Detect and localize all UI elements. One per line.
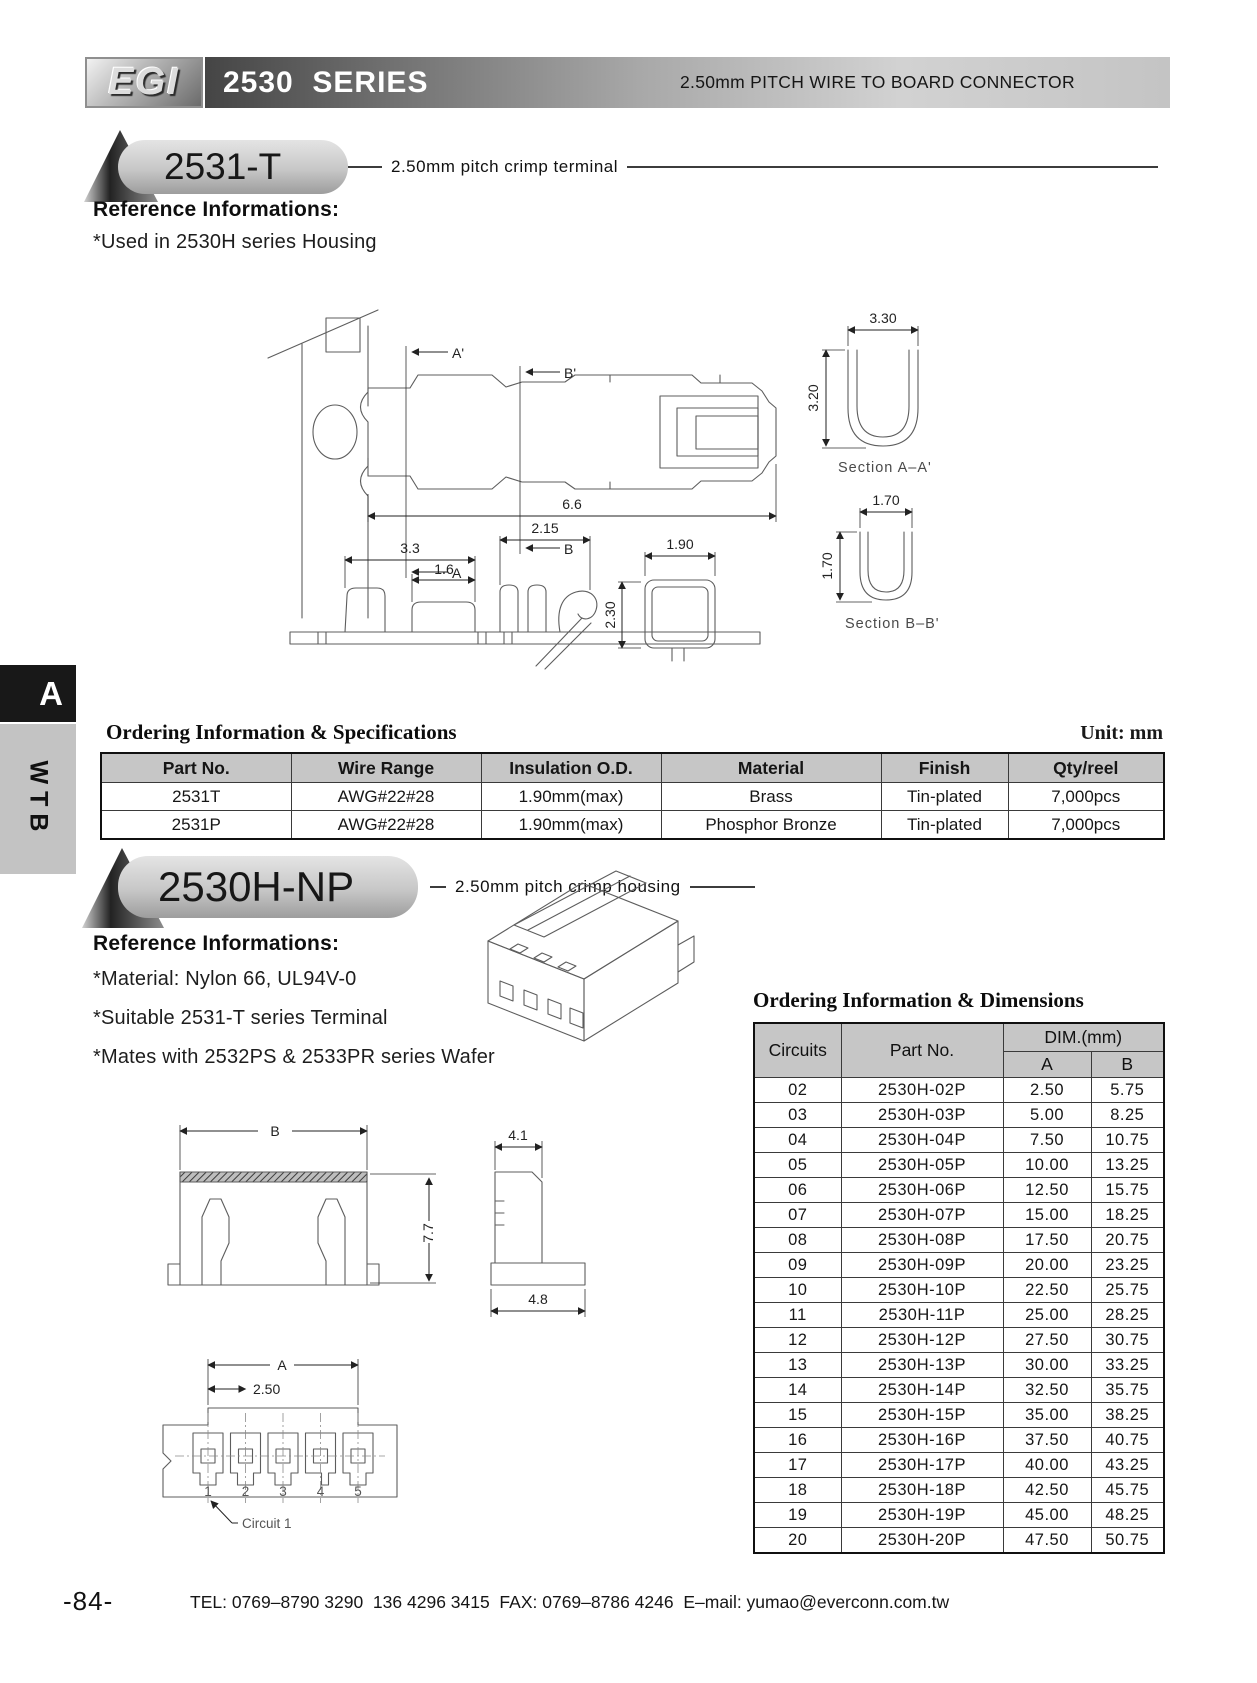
cell-dim-b: 15.75 [1091,1178,1164,1203]
circuit-number: 5 [354,1484,362,1499]
cell-dim-a: 45.00 [1003,1503,1091,1528]
sec-b-width-label: 1.70 [872,492,900,508]
dim-table-row [754,1428,1164,1453]
dim-wing-label: 3.3 [400,540,420,556]
dim-table-row [754,1528,1164,1554]
cell-dim-b: 13.25 [1091,1153,1164,1178]
section2-caption-text: 2.50mm pitch crimp housing [455,877,681,896]
page-number: -84- [63,1586,114,1616]
caption-rule [627,166,1158,168]
sidebar-index-tab [0,665,76,722]
circuit-number: 4 [316,1484,325,1499]
cell-qty: 7,000pcs [1008,783,1164,811]
section-bb-view [860,532,912,600]
section1-note: *Used in 2530H series Housing [93,231,377,253]
col-finish: Finish [881,753,1008,783]
cell-dim-b: 20.75 [1091,1228,1164,1253]
col-dim-a: A [1003,1052,1091,1078]
col-circuits: Circuits [754,1023,841,1078]
section2-ref-heading: Reference Informations: [93,932,340,955]
cell-dim-a: 25.00 [1003,1303,1091,1328]
cell-dim-b: 10.75 [1091,1128,1164,1153]
header-bar [205,57,1170,108]
header-subtitle: 2.50mm PITCH WIRE TO BOARD CONNECTOR [680,72,1075,92]
cell-part-no: 2530H-07P [841,1203,1003,1228]
sidebar-index-letter: A [39,674,63,712]
cell-circuits: 20 [754,1528,841,1554]
cell-circuits: 14 [754,1378,841,1403]
cell-part-no: 2531T [101,783,291,811]
cell-part-no: 2530H-05P [841,1153,1003,1178]
cell-circuits: 10 [754,1278,841,1303]
section1-caption-text: 2.50mm pitch crimp terminal [391,157,619,176]
cut-label-b: B [564,541,574,557]
cell-dim-a: 17.50 [1003,1228,1091,1253]
cell-part-no: 2530H-09P [841,1253,1003,1278]
footer-contact: TEL: 0769–8790 3290 136 4296 3415 FAX: 0769–8786 4246 E–mail: yumao@everconn.com.tw [190,1592,950,1612]
cell-circuits: 08 [754,1228,841,1253]
cell-circuits: 13 [754,1353,841,1378]
col-part-no: Part No. [101,753,291,783]
cell-part-no: 2530H-16P [841,1428,1003,1453]
cell-part-no: 2530H-12P [841,1328,1003,1353]
cell-part-no: 2530H-10P [841,1278,1003,1303]
dim-a-label: A [277,1357,287,1373]
cell-dim-b: 43.25 [1091,1453,1164,1478]
spec-table-row [101,811,1164,840]
cell-part-no: 2530H-18P [841,1478,1003,1503]
section-aa-label: Section A–A' [838,460,932,476]
cell-dim-a: 32.50 [1003,1378,1091,1403]
cell-part-no: 2530H-03P [841,1103,1003,1128]
cell-circuits: 09 [754,1253,841,1278]
cell-part-no: 2530H-17P [841,1453,1003,1478]
dim-table-row [754,1303,1164,1328]
cell-circuits: 02 [754,1078,841,1103]
cell-dim-b: 50.75 [1091,1528,1164,1554]
cell-circuits: 19 [754,1503,841,1528]
cell-dim-a: 15.00 [1003,1203,1091,1228]
dim-pitch-label: 2.50 [253,1381,281,1397]
dim-table-row [754,1453,1164,1478]
cell-dim-b: 40.75 [1091,1428,1164,1453]
col-dim-group: DIM.(mm) [1003,1023,1164,1052]
terminal-side-view [368,375,776,489]
cell-dim-b: 38.25 [1091,1403,1164,1428]
cell-qty: 7,000pcs [1008,811,1164,840]
cell-dim-b: 35.75 [1091,1378,1164,1403]
dim-table-header-row1 [754,1023,1164,1052]
dim-base-label: 4.8 [528,1291,548,1307]
terminal-drawing [260,280,1170,670]
cell-dim-a: 40.00 [1003,1453,1091,1478]
sec-a-height-label: 3.20 [805,384,821,412]
section1-caption [348,157,1158,177]
cell-dim-a: 22.50 [1003,1278,1091,1303]
dim-height-label: 7.7 [420,1223,436,1243]
circuit1-label: Circuit 1 [242,1516,292,1531]
dim-table-row [754,1078,1164,1103]
section2-note: *Suitable 2531-T series Terminal [93,1007,388,1029]
dim-table-row [754,1203,1164,1228]
cell-circuits: 11 [754,1303,841,1328]
col-dim-b: B [1091,1052,1164,1078]
dim-table-title: Ordering Information & Dimensions [753,988,1084,1012]
spec-table-title: Ordering Information & Specifications [106,720,457,744]
terminal-end-view [645,580,715,661]
cell-dim-b: 33.25 [1091,1353,1164,1378]
spec-table-header-row [101,753,1164,783]
cell-insulation: 1.90mm(max) [481,811,661,840]
dim-height-label: 2.30 [602,601,618,629]
cell-wire-range: AWG#22#28 [291,811,481,840]
cell-dim-a: 5.00 [1003,1103,1091,1128]
cell-circuits: 12 [754,1328,841,1353]
dim-top-label: 4.1 [508,1127,528,1143]
cell-dim-b: 30.75 [1091,1328,1164,1353]
section1-title: 2531-T [164,146,282,187]
dim-table-row [754,1153,1164,1178]
cell-dim-a: 10.00 [1003,1153,1091,1178]
housing-drawing [80,845,740,1545]
cell-dim-a: 30.00 [1003,1353,1091,1378]
cut-label-a-prime: A' [452,345,465,361]
cell-dim-b: 8.25 [1091,1103,1164,1128]
cut-label-a: A [452,565,462,581]
brand-logo-text: EGI [108,61,180,103]
cell-part-no: 2530H-11P [841,1303,1003,1328]
cell-dim-a: 2.50 [1003,1078,1091,1103]
cell-circuits: 15 [754,1403,841,1428]
section1-banner [118,140,348,194]
cell-circuits: 03 [754,1103,841,1128]
caption-rule [348,166,382,168]
cell-dim-a: 20.00 [1003,1253,1091,1278]
cell-dim-b: 18.25 [1091,1203,1164,1228]
spec-table-body [101,783,1164,840]
section1-ref-heading: Reference Informations: [93,198,340,221]
spec-table-row [101,783,1164,811]
housing-front-view [168,1172,379,1285]
col-wire-range: Wire Range [291,753,481,783]
cell-part-no: 2530H-13P [841,1353,1003,1378]
section2-note: *Material: Nylon 66, UL94V-0 [93,968,357,990]
dim-table-row [754,1228,1164,1253]
cell-finish: Tin-plated [881,783,1008,811]
cell-dim-a: 27.50 [1003,1328,1091,1353]
dim-table-row [754,1278,1164,1303]
dimensions-table [753,1022,1165,1554]
cell-dim-b: 28.25 [1091,1303,1164,1328]
sec-a-width-label: 3.30 [869,310,897,326]
section2-title: 2530H-NP [158,863,355,910]
cell-dim-a: 37.50 [1003,1428,1091,1453]
cell-circuits: 04 [754,1128,841,1153]
cell-dim-a: 47.50 [1003,1528,1091,1554]
cell-part-no: 2530H-08P [841,1228,1003,1253]
cell-insulation: 1.90mm(max) [481,783,661,811]
dim-width-label: 1.90 [666,536,694,552]
col-qty: Qty/reel [1008,753,1164,783]
cell-part-no: 2530H-19P [841,1503,1003,1528]
cell-dim-b: 48.25 [1091,1503,1164,1528]
section-aa-view [848,350,918,446]
dim-table-row [754,1178,1164,1203]
cell-material: Phosphor Bronze [661,811,881,840]
circuit-number: 1 [204,1484,212,1499]
dim-table-row [754,1378,1164,1403]
cell-dim-a: 7.50 [1003,1128,1091,1153]
dim-slot-label: 1.6 [434,561,454,577]
cell-material: Brass [661,783,881,811]
circuit-number: 3 [279,1484,287,1499]
cell-finish: Tin-plated [881,811,1008,840]
cell-part-no: 2531P [101,811,291,840]
cell-part-no: 2530H-04P [841,1128,1003,1153]
dim-overall-label: 6.6 [562,496,582,512]
cell-circuits: 05 [754,1153,841,1178]
housing-side-view [491,1172,585,1285]
circuit-number: 2 [241,1484,250,1499]
cell-dim-a: 42.50 [1003,1478,1091,1503]
cell-part-no: 2530H-14P [841,1378,1003,1403]
cell-dim-a: 12.50 [1003,1178,1091,1203]
cut-label-b-prime: B' [564,365,577,381]
cell-wire-range: AWG#22#28 [291,783,481,811]
cell-dim-b: 25.75 [1091,1278,1164,1303]
carrier-strip-outline [268,310,378,618]
col-insulation: Insulation O.D. [481,753,661,783]
sidebar-category-label: WTB [24,760,53,838]
cell-dim-a: 35.00 [1003,1403,1091,1428]
cell-part-no: 2530H-06P [841,1178,1003,1203]
cell-circuits: 18 [754,1478,841,1503]
dim-table-row [754,1328,1164,1353]
series-title: 2530 SERIES [223,65,429,99]
section2-note: *Mates with 2532PS & 2533PR series Wafer [93,1046,495,1068]
dim-table-row [754,1503,1164,1528]
dim-crimp-label: 2.15 [531,520,559,536]
col-material: Material [661,753,881,783]
dim-table-row [754,1253,1164,1278]
col-part-no: Part No. [841,1023,1003,1078]
sec-b-height-label: 1.70 [819,552,835,580]
section-bb-label: Section B–B' [845,616,940,632]
cell-dim-b: 45.75 [1091,1478,1164,1503]
housing-isometric-view [488,871,694,1041]
dim-table-row [754,1128,1164,1153]
cell-circuits: 07 [754,1203,841,1228]
spec-table [100,752,1165,840]
dim-table-body [754,1078,1164,1554]
unit-label: Unit: mm [1080,722,1163,744]
crimp-profile-view [290,585,760,669]
dim-table-row [754,1478,1164,1503]
cell-dim-b: 5.75 [1091,1078,1164,1103]
dim-table-row [754,1403,1164,1428]
dim-table-row [754,1353,1164,1378]
cell-part-no: 2530H-02P [841,1078,1003,1103]
dim-table-row [754,1103,1164,1128]
cell-circuits: 17 [754,1453,841,1478]
cell-circuits: 16 [754,1428,841,1453]
cell-part-no: 2530H-15P [841,1403,1003,1428]
cell-part-no: 2530H-20P [841,1528,1003,1554]
dim-b-label: B [270,1123,280,1139]
cell-dim-b: 23.25 [1091,1253,1164,1278]
cell-circuits: 06 [754,1178,841,1203]
sidebar-category-tab [0,724,76,874]
brand-logo [85,57,203,108]
